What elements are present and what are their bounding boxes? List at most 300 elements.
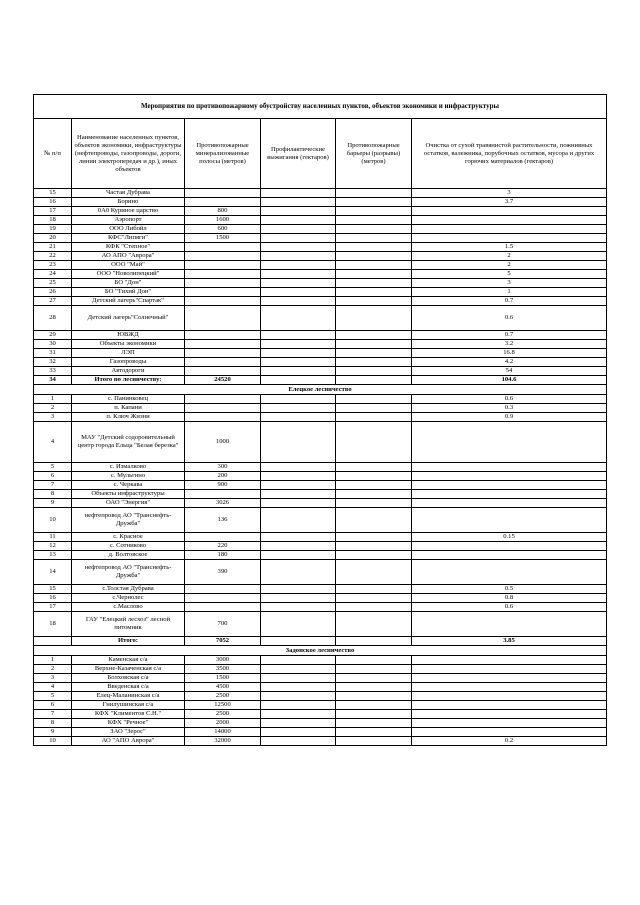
row-mineral-strips	[185, 189, 261, 198]
row-mineral-strips: 12500	[185, 701, 261, 710]
row-fire-barriers	[336, 216, 412, 225]
row-mineral-strips	[185, 594, 261, 603]
row-fire-barriers	[336, 542, 412, 551]
table-row	[34, 737, 607, 746]
row-cleaning: 0.8	[412, 594, 607, 603]
row-cleaning: 3	[412, 189, 607, 198]
row-preventive-burning	[261, 404, 336, 413]
table-row	[34, 701, 607, 710]
row-object-name: ЮВЖД	[72, 331, 185, 340]
row-number: 4	[34, 683, 72, 692]
row-object-name: Гнилушинская с/а	[72, 701, 185, 710]
table-row	[34, 198, 607, 207]
row-fire-barriers	[336, 683, 412, 692]
table-row	[34, 683, 607, 692]
row-object-name: Автодороги	[72, 367, 185, 376]
table-row	[34, 665, 607, 674]
row-mineral-strips: 24520	[185, 376, 261, 385]
row-preventive-burning	[261, 701, 336, 710]
table-row	[34, 297, 607, 306]
row-preventive-burning	[261, 288, 336, 297]
row-cleaning	[412, 719, 607, 728]
row-number: 9	[34, 728, 72, 737]
row-object-name: Частая Дубрава	[72, 189, 185, 198]
row-number: 31	[34, 349, 72, 358]
row-mineral-strips	[185, 340, 261, 349]
row-cleaning: 0.6	[412, 306, 607, 331]
row-preventive-burning	[261, 594, 336, 603]
row-object-name: ОАО "Энергия"	[72, 499, 185, 508]
row-preventive-burning	[261, 719, 336, 728]
row-fire-barriers	[336, 367, 412, 376]
row-cleaning	[412, 508, 607, 533]
row-fire-barriers	[336, 656, 412, 665]
row-cleaning: 0.5	[412, 585, 607, 594]
table-title: Мероприятия по противопожарному обустройству населенных пунктов, объектов экономики и инфраструктуры	[34, 95, 607, 119]
header-number: № п/п	[34, 119, 72, 189]
row-number: 33	[34, 367, 72, 376]
row-cleaning: 3	[412, 279, 607, 288]
row-number: 2	[34, 404, 72, 413]
row-number	[34, 637, 72, 646]
row-preventive-burning	[261, 297, 336, 306]
row-number: 16	[34, 198, 72, 207]
row-mineral-strips	[185, 533, 261, 542]
row-number: 18	[34, 612, 72, 637]
table-row	[34, 692, 607, 701]
table-row	[34, 349, 607, 358]
row-number: 19	[34, 225, 72, 234]
row-object-name: Объекты экономики	[72, 340, 185, 349]
row-object-name: Каменская с/а	[72, 656, 185, 665]
row-preventive-burning	[261, 656, 336, 665]
row-object-name: ООО "Май"	[72, 261, 185, 270]
row-number: 2	[34, 665, 72, 674]
table-row	[34, 674, 607, 683]
row-number: 15	[34, 189, 72, 198]
row-preventive-burning	[261, 692, 336, 701]
row-mineral-strips	[185, 358, 261, 367]
row-fire-barriers	[336, 252, 412, 261]
table-row	[34, 585, 607, 594]
table-row	[34, 234, 607, 243]
row-fire-barriers	[336, 422, 412, 463]
row-mineral-strips	[185, 297, 261, 306]
row-fire-barriers	[336, 737, 412, 746]
table-row	[34, 560, 607, 585]
row-object-name: КФХ "Климентов С.Н."	[72, 710, 185, 719]
row-number: 7	[34, 481, 72, 490]
table-row	[34, 243, 607, 252]
row-mineral-strips	[185, 288, 261, 297]
row-object-name: с.Толстая Дубрава	[72, 585, 185, 594]
row-fire-barriers	[336, 692, 412, 701]
row-mineral-strips	[185, 261, 261, 270]
row-mineral-strips	[185, 413, 261, 422]
fire-measures-table	[33, 94, 607, 746]
row-object-name: с. Красное	[72, 533, 185, 542]
table-row	[34, 499, 607, 508]
row-cleaning	[412, 728, 607, 737]
row-mineral-strips: 700	[185, 612, 261, 637]
row-mineral-strips: 2500	[185, 710, 261, 719]
row-preventive-burning	[261, 665, 336, 674]
row-fire-barriers	[336, 710, 412, 719]
row-mineral-strips	[185, 306, 261, 331]
row-fire-barriers	[336, 261, 412, 270]
row-number: 14	[34, 560, 72, 585]
table-row	[34, 490, 607, 499]
row-cleaning	[412, 701, 607, 710]
row-fire-barriers	[336, 234, 412, 243]
row-fire-barriers	[336, 340, 412, 349]
row-cleaning: 0.7	[412, 331, 607, 340]
table-row	[34, 252, 607, 261]
row-fire-barriers	[336, 637, 412, 646]
row-object-name: КФК "Степное"	[72, 243, 185, 252]
table-row	[34, 710, 607, 719]
row-number: 10	[34, 508, 72, 533]
row-mineral-strips	[185, 198, 261, 207]
table-row	[34, 358, 607, 367]
table-row	[34, 719, 607, 728]
table-row	[34, 189, 607, 198]
row-cleaning	[412, 665, 607, 674]
row-preventive-burning	[261, 243, 336, 252]
table-row	[34, 603, 607, 612]
row-preventive-burning	[261, 612, 336, 637]
row-mineral-strips	[185, 585, 261, 594]
row-number: 15	[34, 585, 72, 594]
row-fire-barriers	[336, 551, 412, 560]
row-mineral-strips: 180	[185, 551, 261, 560]
table-body	[34, 95, 607, 746]
row-cleaning: 2	[412, 261, 607, 270]
row-number: 1	[34, 656, 72, 665]
header-cleaning: Очистка от сухой травянистой растительности, пожнивных остатков, валежника, порубочных остатков, мусора и других горючих материалов (гектаров)	[412, 119, 607, 189]
table-row	[34, 395, 607, 404]
row-preventive-burning	[261, 279, 336, 288]
header-preventive-burning: Профилактические выжигания (гектаров)	[261, 119, 336, 189]
row-object-name: Борино	[72, 198, 185, 207]
row-object-name: АО "АПО Аврора"	[72, 737, 185, 746]
row-cleaning: 16.8	[412, 349, 607, 358]
row-cleaning	[412, 490, 607, 499]
row-cleaning: 0.7	[412, 297, 607, 306]
row-number: 28	[34, 306, 72, 331]
row-mineral-strips	[185, 349, 261, 358]
row-preventive-burning	[261, 551, 336, 560]
table-row	[34, 207, 607, 216]
row-fire-barriers	[336, 508, 412, 533]
row-number: 18	[34, 216, 72, 225]
row-fire-barriers	[336, 612, 412, 637]
row-preventive-burning	[261, 683, 336, 692]
table-row	[34, 551, 607, 560]
row-preventive-burning	[261, 252, 336, 261]
row-cleaning	[412, 499, 607, 508]
row-cleaning	[412, 207, 607, 216]
row-number: 32	[34, 358, 72, 367]
table-row	[34, 463, 607, 472]
row-preventive-burning	[261, 376, 336, 385]
table-row	[34, 508, 607, 533]
row-object-name: Газопроводы	[72, 358, 185, 367]
row-fire-barriers	[336, 585, 412, 594]
row-mineral-strips: 3026	[185, 499, 261, 508]
row-preventive-burning	[261, 603, 336, 612]
row-object-name: Итого по лесничеству:	[72, 376, 185, 385]
table-row	[34, 413, 607, 422]
row-fire-barriers	[336, 189, 412, 198]
row-mineral-strips: 220	[185, 542, 261, 551]
row-number: 8	[34, 490, 72, 499]
row-fire-barriers	[336, 719, 412, 728]
row-object-name: Верхне-Казаченская с/а	[72, 665, 185, 674]
row-number: 29	[34, 331, 72, 340]
row-mineral-strips: 1600	[185, 216, 261, 225]
section-title: Елецкое лесничество	[34, 385, 607, 395]
row-cleaning: 0.6	[412, 395, 607, 404]
table-row	[34, 594, 607, 603]
row-mineral-strips: 2500	[185, 692, 261, 701]
row-cleaning: 5	[412, 270, 607, 279]
table-row	[34, 288, 607, 297]
row-preventive-burning	[261, 189, 336, 198]
row-object-name: п. Ключ Жизни	[72, 413, 185, 422]
row-preventive-burning	[261, 422, 336, 463]
row-cleaning: 1	[412, 288, 607, 297]
row-fire-barriers	[336, 560, 412, 585]
row-mineral-strips: 136	[185, 508, 261, 533]
row-fire-barriers	[336, 413, 412, 422]
row-cleaning	[412, 463, 607, 472]
row-object-name: Болховская с/а	[72, 674, 185, 683]
row-object-name: п. Капани	[72, 404, 185, 413]
table-row	[34, 533, 607, 542]
row-fire-barriers	[336, 306, 412, 331]
row-number: 27	[34, 297, 72, 306]
row-number: 22	[34, 252, 72, 261]
row-cleaning: 4.2	[412, 358, 607, 367]
row-preventive-burning	[261, 481, 336, 490]
row-fire-barriers	[336, 594, 412, 603]
row-object-name: ООО "Новолипецкий"	[72, 270, 185, 279]
row-mineral-strips: 600	[185, 225, 261, 234]
row-object-name: с. Измалково	[72, 463, 185, 472]
row-fire-barriers	[336, 490, 412, 499]
row-number: 24	[34, 270, 72, 279]
row-preventive-burning	[261, 560, 336, 585]
row-object-name: с. Черкава	[72, 481, 185, 490]
row-object-name: ЗАО "Зерос"	[72, 728, 185, 737]
row-mineral-strips: 1500	[185, 234, 261, 243]
row-cleaning: 2	[412, 252, 607, 261]
row-preventive-burning	[261, 710, 336, 719]
row-object-name: БО "Тихий Дон"	[72, 288, 185, 297]
row-fire-barriers	[336, 297, 412, 306]
row-object-name: нефтепровод АО "Транснефть-Дружба"	[72, 560, 185, 585]
table-row	[34, 331, 607, 340]
row-object-name: Итого:	[72, 637, 185, 646]
row-cleaning	[412, 710, 607, 719]
row-object-name: МАУ "Детский содоровительный центр города Ельца "Белая березка"	[72, 422, 185, 463]
row-mineral-strips	[185, 331, 261, 340]
table-row	[34, 728, 607, 737]
row-mineral-strips: 2000	[185, 719, 261, 728]
row-object-name: Детский лагерь"Солнечный"	[72, 306, 185, 331]
row-object-name: с.Маслово	[72, 603, 185, 612]
row-fire-barriers	[336, 674, 412, 683]
row-number: 25	[34, 279, 72, 288]
row-mineral-strips: 200	[185, 472, 261, 481]
row-cleaning	[412, 560, 607, 585]
row-object-name: ЛЭП	[72, 349, 185, 358]
row-cleaning: 54	[412, 367, 607, 376]
row-number: 4	[34, 422, 72, 463]
row-preventive-burning	[261, 349, 336, 358]
row-fire-barriers	[336, 701, 412, 710]
row-cleaning	[412, 422, 607, 463]
row-mineral-strips	[185, 490, 261, 499]
row-fire-barriers	[336, 472, 412, 481]
row-fire-barriers	[336, 358, 412, 367]
header-row	[34, 119, 607, 189]
row-preventive-burning	[261, 533, 336, 542]
row-preventive-burning	[261, 585, 336, 594]
row-number: 6	[34, 472, 72, 481]
row-number: 3	[34, 413, 72, 422]
table-row	[34, 542, 607, 551]
row-preventive-burning	[261, 261, 336, 270]
row-number: 3	[34, 674, 72, 683]
row-cleaning: 0.6	[412, 603, 607, 612]
row-preventive-burning	[261, 490, 336, 499]
row-number: 12	[34, 542, 72, 551]
row-object-name: ООО Либойл	[72, 225, 185, 234]
row-object-name: БО "Дон"	[72, 279, 185, 288]
table-row	[34, 481, 607, 490]
row-preventive-burning	[261, 413, 336, 422]
table-row	[34, 216, 607, 225]
row-cleaning: 1.5	[412, 243, 607, 252]
row-number: 30	[34, 340, 72, 349]
table-row	[34, 472, 607, 481]
table-title-row	[34, 95, 607, 119]
row-object-name: Елец-Маланинская с/а	[72, 692, 185, 701]
row-preventive-burning	[261, 198, 336, 207]
row-object-name: АО АПО "Аврора"	[72, 252, 185, 261]
row-number: 10	[34, 737, 72, 746]
table-row	[34, 261, 607, 270]
row-fire-barriers	[336, 225, 412, 234]
row-fire-barriers	[336, 376, 412, 385]
row-fire-barriers	[336, 499, 412, 508]
row-number: 13	[34, 551, 72, 560]
header-mineral-strips: Противопожарные минерализованные полосы (метров)	[185, 119, 261, 189]
row-cleaning: 0.2	[412, 737, 607, 746]
row-number: 7	[34, 710, 72, 719]
row-fire-barriers	[336, 481, 412, 490]
row-object-name: Аэропорт	[72, 216, 185, 225]
header-object-name: Наименование населенных пунктов, объектов экономики, инфраструктуры (нефтепроводы, газопроводы, дороги, линии электропередач и др.), иных объектов	[72, 119, 185, 189]
row-number: 17	[34, 207, 72, 216]
row-fire-barriers	[336, 665, 412, 674]
row-preventive-burning	[261, 472, 336, 481]
row-object-name: с. Панинковец	[72, 395, 185, 404]
row-object-name: ГАУ "Елецкий лесхоз" лесной питомник	[72, 612, 185, 637]
row-cleaning	[412, 656, 607, 665]
row-number: 23	[34, 261, 72, 270]
table-row	[34, 612, 607, 637]
row-preventive-burning	[261, 331, 336, 340]
row-cleaning: 0.3	[412, 404, 607, 413]
row-object-name: КФС"Липяги"	[72, 234, 185, 243]
table-row	[34, 422, 607, 463]
row-cleaning	[412, 674, 607, 683]
row-preventive-burning	[261, 508, 336, 533]
header-fire-barriers: Противопожарные барьеры (разрывы) (метров)	[336, 119, 412, 189]
row-number: 20	[34, 234, 72, 243]
total-row	[34, 376, 607, 385]
row-fire-barriers	[336, 395, 412, 404]
row-mineral-strips	[185, 404, 261, 413]
row-fire-barriers	[336, 279, 412, 288]
row-mineral-strips: 4500	[185, 683, 261, 692]
row-preventive-burning	[261, 637, 336, 646]
row-number: 1	[34, 395, 72, 404]
row-number: 8	[34, 719, 72, 728]
row-preventive-burning	[261, 395, 336, 404]
section-header-row	[34, 385, 607, 395]
row-fire-barriers	[336, 463, 412, 472]
row-cleaning: 3.85	[412, 637, 607, 646]
row-object-name: КФХ "Речное"	[72, 719, 185, 728]
row-fire-barriers	[336, 198, 412, 207]
row-preventive-burning	[261, 463, 336, 472]
row-preventive-burning	[261, 737, 336, 746]
row-cleaning	[412, 225, 607, 234]
row-mineral-strips	[185, 603, 261, 612]
row-number: 21	[34, 243, 72, 252]
row-cleaning: 104.6	[412, 376, 607, 385]
row-cleaning	[412, 683, 607, 692]
row-preventive-burning	[261, 367, 336, 376]
table-row	[34, 404, 607, 413]
row-object-name: с. Мульгино	[72, 472, 185, 481]
row-mineral-strips: 390	[185, 560, 261, 585]
table-row	[34, 340, 607, 349]
row-mineral-strips: 800	[185, 207, 261, 216]
row-mineral-strips: 1000	[185, 422, 261, 463]
row-mineral-strips: 32000	[185, 737, 261, 746]
row-fire-barriers	[336, 207, 412, 216]
row-number: 5	[34, 463, 72, 472]
row-number: 17	[34, 603, 72, 612]
row-preventive-burning	[261, 225, 336, 234]
row-preventive-burning	[261, 306, 336, 331]
table-row	[34, 656, 607, 665]
row-number: 5	[34, 692, 72, 701]
row-object-name: с. Сотниково	[72, 542, 185, 551]
row-preventive-burning	[261, 216, 336, 225]
row-preventive-burning	[261, 358, 336, 367]
row-mineral-strips	[185, 270, 261, 279]
row-object-name: Введенская с/а	[72, 683, 185, 692]
row-cleaning	[412, 216, 607, 225]
row-cleaning	[412, 234, 607, 243]
row-number: 16	[34, 594, 72, 603]
